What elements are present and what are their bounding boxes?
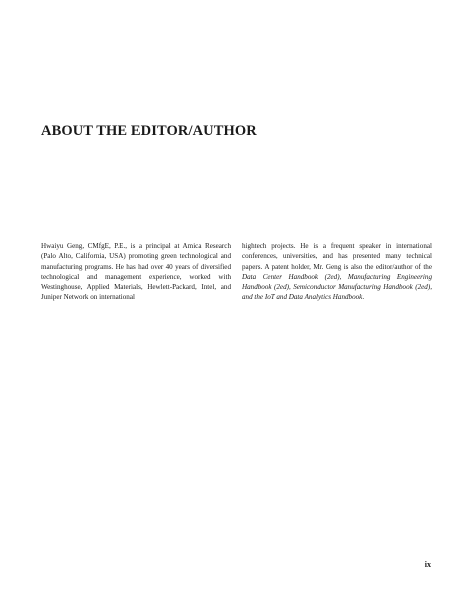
right-column xyxy=(242,241,432,303)
left-column-paragraph: Hwaiyu Geng, CMfgE, P.E., is a principal at Amica Research (Palo Alto, California, USA) promoting green technological and manufacturing programs. He has had over 40 years of diversified technological and management experience, worked with Westinghouse, Applied Materials, Hewlett-Packard, Intel, and Juniper Network on international xyxy=(41,242,231,302)
right-column-paragraph xyxy=(242,241,432,303)
left-column xyxy=(41,241,231,303)
section-title: ABOUT THE EDITOR/AUTHOR xyxy=(41,123,257,139)
right-text-end: . xyxy=(362,293,365,302)
book-titles: Data Center Handbook (2ed), Manufacturing Engineering Handbook (2ed), Semiconductor Manufacturing Handbook (2ed), and the IoT and Data Analytics Handbook xyxy=(242,272,432,302)
right-text-start: hightech projects. He is a frequent speaker in international conferences, universities, and has presented many technical papers. A patent holder, Mr. Geng is also the editor/author of the xyxy=(242,242,432,271)
two-column-body xyxy=(41,241,432,303)
page-number: ix xyxy=(424,560,431,569)
